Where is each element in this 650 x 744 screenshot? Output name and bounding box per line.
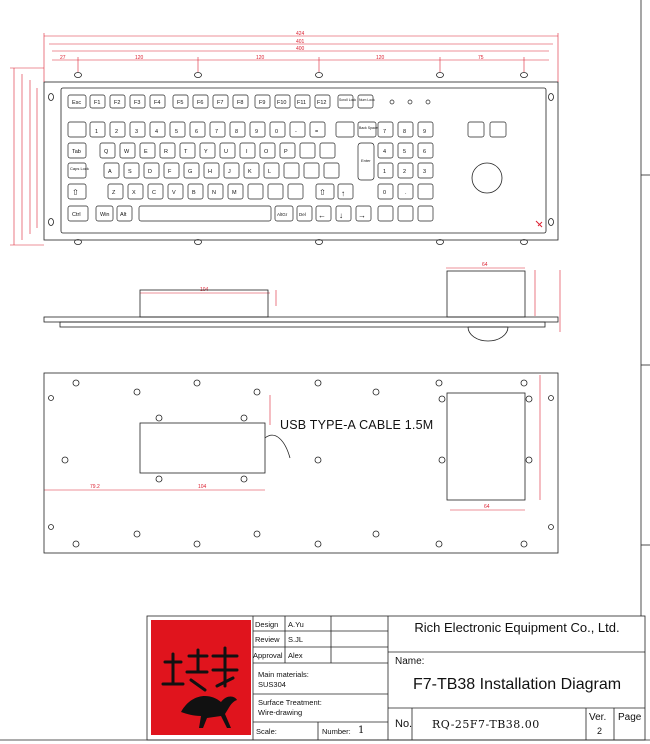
review-label: Review bbox=[255, 635, 280, 644]
material-label: Main materials: bbox=[258, 670, 309, 679]
svg-text:401: 401 bbox=[296, 39, 305, 45]
svg-text:Alt: Alt bbox=[120, 212, 127, 218]
drawing-title: F7-TB38 Installation Diagram bbox=[412, 676, 622, 693]
svg-text:H: H bbox=[208, 169, 212, 175]
svg-text:F10: F10 bbox=[277, 100, 287, 106]
arrow-down-icon: ↓ bbox=[339, 211, 343, 220]
design-label: Design bbox=[255, 620, 279, 629]
svg-text:8: 8 bbox=[403, 129, 407, 135]
arrow-up-icon: ↑ bbox=[341, 189, 345, 198]
number-value: 1 bbox=[358, 725, 365, 736]
svg-text:R: R bbox=[164, 149, 168, 155]
approval-value: Alex bbox=[288, 651, 303, 660]
svg-text:0: 0 bbox=[275, 129, 279, 135]
name-label: Name: bbox=[395, 656, 425, 667]
svg-text:A: A bbox=[108, 169, 112, 175]
svg-text:W: W bbox=[124, 149, 130, 155]
svg-text:Num Lock: Num Lock bbox=[359, 98, 375, 102]
svg-text:75: 75 bbox=[478, 55, 484, 61]
svg-text:F: F bbox=[168, 169, 172, 175]
svg-text:Caps Lock: Caps Lock bbox=[70, 166, 89, 171]
version-value: 2 bbox=[597, 726, 603, 736]
surface-label: Surface Treatment: bbox=[258, 698, 322, 707]
svg-text:8: 8 bbox=[235, 129, 239, 135]
version-label: Ver. bbox=[589, 712, 607, 723]
svg-text:I: I bbox=[246, 149, 248, 155]
svg-text:X: X bbox=[132, 190, 136, 196]
svg-text:F6: F6 bbox=[197, 100, 204, 106]
svg-text:79.2: 79.2 bbox=[90, 484, 100, 490]
svg-text:Del: Del bbox=[299, 212, 306, 217]
svg-text:V: V bbox=[172, 190, 176, 196]
svg-text:L: L bbox=[268, 169, 272, 175]
svg-text:Scroll Lock: Scroll Lock bbox=[339, 98, 357, 102]
review-value: S.JL bbox=[288, 635, 304, 644]
number-label: Number: bbox=[322, 727, 351, 736]
design-value: A.Yu bbox=[288, 620, 304, 629]
svg-text:1: 1 bbox=[383, 169, 387, 175]
svg-text:F8: F8 bbox=[237, 100, 244, 106]
svg-text:F3: F3 bbox=[134, 100, 141, 106]
cable-label: USB TYPE-A CABLE 1.5M bbox=[280, 418, 434, 432]
svg-text:1: 1 bbox=[95, 129, 99, 135]
svg-text:K: K bbox=[248, 169, 252, 175]
svg-text:2: 2 bbox=[115, 129, 119, 135]
svg-text:104: 104 bbox=[198, 484, 207, 490]
svg-text:T: T bbox=[184, 149, 188, 155]
svg-text:5: 5 bbox=[403, 149, 407, 155]
shift-right-icon: ⇧ bbox=[319, 188, 326, 197]
svg-text:P: P bbox=[284, 149, 288, 155]
svg-text:D: D bbox=[148, 169, 152, 175]
svg-text:64: 64 bbox=[482, 262, 488, 268]
svg-text:6: 6 bbox=[195, 129, 199, 135]
page-label: Page bbox=[618, 712, 642, 723]
approval-label: Approval bbox=[253, 651, 283, 660]
svg-text:M: M bbox=[232, 190, 237, 196]
svg-text:E: E bbox=[144, 149, 148, 155]
svg-text:400: 400 bbox=[296, 46, 305, 52]
svg-text:3: 3 bbox=[135, 129, 139, 135]
svg-text:F9: F9 bbox=[259, 100, 266, 106]
svg-text:F2: F2 bbox=[114, 100, 121, 106]
svg-text:120: 120 bbox=[376, 55, 385, 61]
svg-text:U: U bbox=[224, 149, 228, 155]
svg-text:Z: Z bbox=[112, 190, 116, 196]
svg-text:9: 9 bbox=[255, 129, 259, 135]
svg-text:-: - bbox=[295, 129, 297, 135]
svg-text:C: C bbox=[152, 190, 156, 196]
svg-text:O: O bbox=[264, 149, 269, 155]
svg-text:64: 64 bbox=[484, 504, 490, 510]
no-label: No. bbox=[395, 718, 413, 730]
svg-text:5: 5 bbox=[175, 129, 179, 135]
svg-text:Ctrl: Ctrl bbox=[72, 212, 81, 218]
arrow-left-icon: ← bbox=[318, 211, 326, 220]
svg-text:7: 7 bbox=[383, 129, 387, 135]
svg-text:9: 9 bbox=[423, 129, 427, 135]
svg-text:2: 2 bbox=[403, 169, 407, 175]
svg-text:6: 6 bbox=[423, 149, 427, 155]
svg-text:27: 27 bbox=[60, 55, 66, 61]
arrow-right-icon: → bbox=[358, 211, 366, 220]
svg-text:4: 4 bbox=[383, 149, 387, 155]
svg-text:B: B bbox=[192, 190, 196, 196]
svg-text:F11: F11 bbox=[297, 100, 307, 106]
svg-text:Y: Y bbox=[204, 149, 208, 155]
drawing-number: RQ-25F7-TB38.00 bbox=[432, 718, 540, 731]
svg-text:4: 4 bbox=[155, 129, 159, 135]
svg-text:G: G bbox=[188, 169, 193, 175]
surface-value: Wire-drawing bbox=[258, 708, 303, 717]
svg-text:F5: F5 bbox=[177, 100, 184, 106]
svg-text:0: 0 bbox=[383, 190, 387, 196]
svg-text:J: J bbox=[228, 169, 231, 175]
shift-left-icon: ⇧ bbox=[72, 188, 79, 197]
svg-text:Enter: Enter bbox=[361, 158, 371, 163]
svg-text:120: 120 bbox=[256, 55, 265, 61]
scale-label: Scale: bbox=[256, 727, 277, 736]
company-name: Rich Electronic Equipment Co., Ltd. bbox=[414, 620, 620, 635]
svg-text:104: 104 bbox=[200, 287, 209, 293]
svg-text:Win: Win bbox=[100, 212, 110, 218]
key-esc: Esc bbox=[72, 100, 82, 106]
svg-text:Q: Q bbox=[104, 149, 109, 155]
company-logo bbox=[151, 620, 251, 735]
material-value: SUS304 bbox=[258, 680, 286, 689]
svg-text:N: N bbox=[212, 190, 216, 196]
logo-mark-icon bbox=[151, 620, 251, 735]
svg-text:F7: F7 bbox=[217, 100, 224, 106]
svg-text:3: 3 bbox=[423, 169, 427, 175]
svg-text:=: = bbox=[315, 129, 319, 135]
svg-text:S: S bbox=[128, 169, 132, 175]
svg-text:424: 424 bbox=[296, 31, 305, 37]
svg-text:120: 120 bbox=[135, 55, 144, 61]
svg-text:F1: F1 bbox=[94, 100, 101, 106]
svg-text:F12: F12 bbox=[317, 100, 327, 106]
svg-text:AltGr: AltGr bbox=[277, 212, 288, 217]
svg-text:.: . bbox=[405, 190, 407, 196]
svg-text:7: 7 bbox=[215, 129, 219, 135]
svg-text:F4: F4 bbox=[154, 100, 161, 106]
svg-text:Back Space: Back Space bbox=[359, 126, 378, 130]
svg-text:Tab: Tab bbox=[72, 149, 81, 155]
